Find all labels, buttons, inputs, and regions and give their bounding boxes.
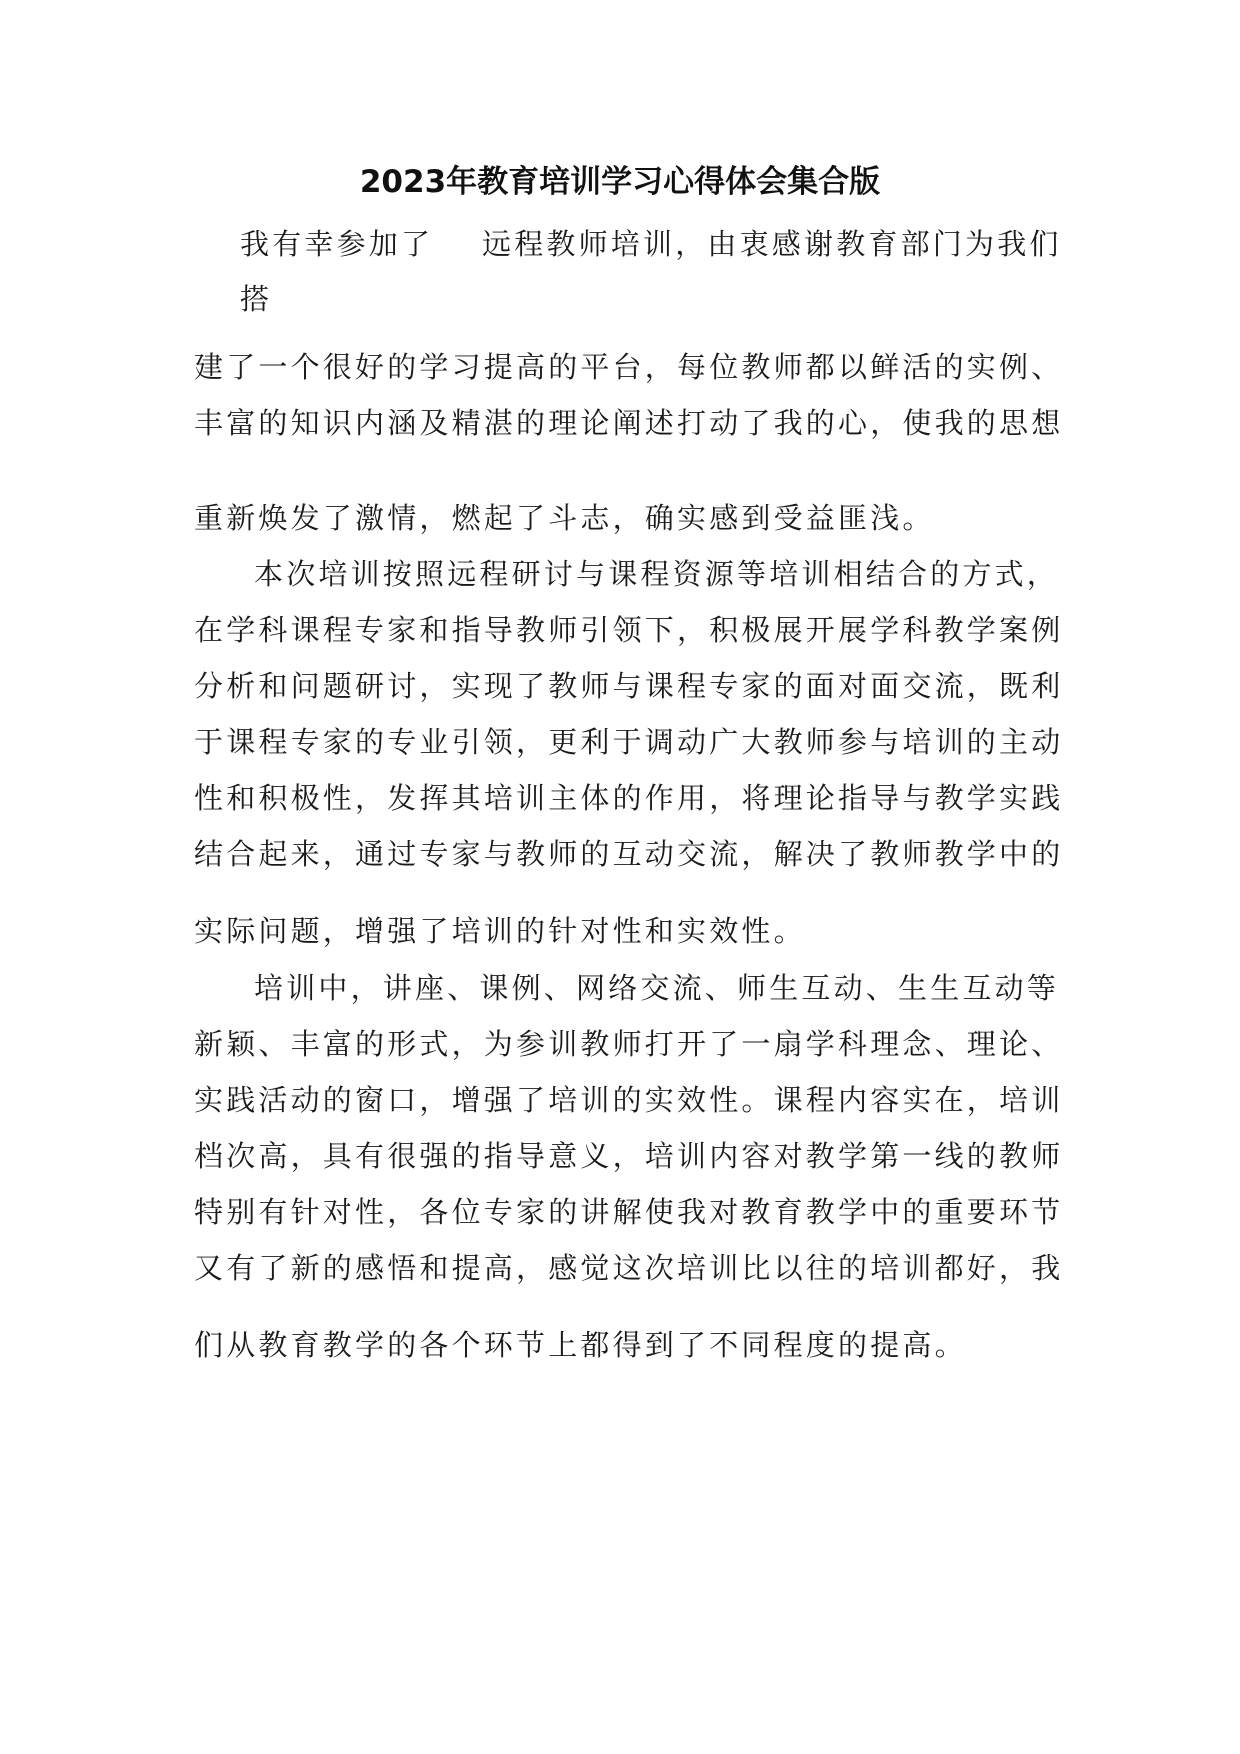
paragraph-3-line-2: 新颖、丰富的形式，为参训教师打开了一扇学科理念、理论、 [194, 1027, 1064, 1061]
paragraph-1-line-3: 建了一个很好的学习提高的平台，每位教师都以鲜活的实例、 [194, 350, 1064, 384]
paragraph-3-line-1: 培训中，讲座、课例、网络交流、师生互动、生生互动等 [254, 971, 1060, 1005]
paragraph-2-line-7: 实际问题，增强了培训的针对性和实效性。 [194, 914, 806, 948]
paragraph-2-line-5: 性和积极性，发挥其培训主体的作用，将理论指导与教学实践 [194, 781, 1064, 815]
paragraph-3-line-4: 档次高，具有很强的指导意义，培训内容对教学第一线的教师 [194, 1139, 1064, 1173]
paragraph-2-line-3: 分析和问题研讨，实现了教师与课程专家的面对面交流，既利 [194, 669, 1064, 703]
paragraph-1-line-5: 重新焕发了激情，燃起了斗志，确实感到受益匪浅。 [194, 501, 935, 535]
paragraph-3-line-3: 实践活动的窗口，增强了培训的实效性。课程内容实在，培训 [194, 1083, 1064, 1117]
paragraph-1-line-2: 搭 [240, 282, 273, 316]
paragraph-1-line-4: 丰富的知识内涵及精湛的理论阐述打动了我的心，使我的思想 [194, 406, 1064, 440]
paragraph-1-line-1-part-1: 我有幸参加了 [240, 227, 434, 261]
paragraph-2-line-1: 本次培训按照远程研讨与课程资源等培训相结合的方式， [254, 557, 1060, 591]
paragraph-2-line-2: 在学科课程专家和指导教师引领下，积极展开展学科教学案例 [194, 613, 1064, 647]
document-title: 2023年教育培训学习心得体会集合版 [359, 164, 881, 200]
paragraph-1-line-1-part-2: 远程教师培训，由衷感谢教育部门为我们 [482, 227, 1062, 261]
paragraph-2-line-6: 结合起来，通过专家与教师的互动交流，解决了教师教学中的 [194, 837, 1064, 871]
paragraph-3-line-7: 们从教育教学的各个环节上都得到了不同程度的提高。 [194, 1328, 967, 1362]
paragraph-2-line-4: 于课程专家的专业引领，更利于调动广大教师参与培训的主动 [194, 725, 1064, 759]
paragraph-3-line-6: 又有了新的感悟和提高，感觉这次培训比以往的培训都好，我 [194, 1251, 1064, 1285]
paragraph-3-line-5: 特别有针对性，各位专家的讲解使我对教育教学中的重要环节 [194, 1195, 1064, 1229]
